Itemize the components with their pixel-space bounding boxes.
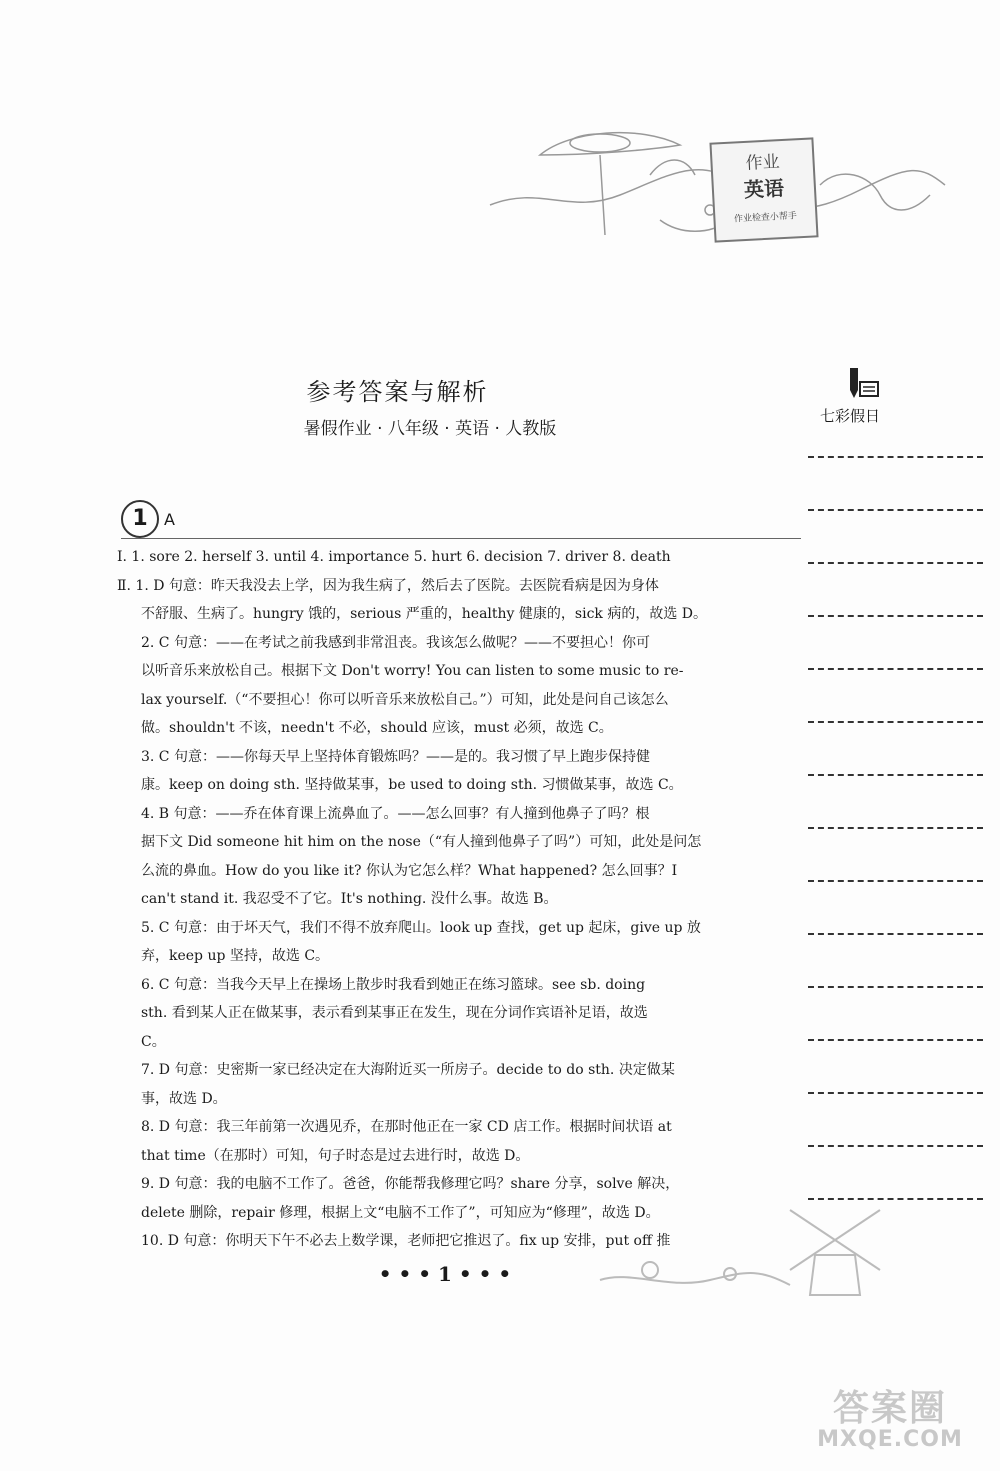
answer-line: Ⅰ. 1. sore 2. herself 3. until 4. importance 5. hurt 6. decision 7. driver 8. death (117, 549, 671, 565)
note-line (808, 1145, 983, 1147)
note-line (808, 615, 983, 617)
note-line (808, 933, 983, 935)
unit-divider (121, 538, 801, 539)
note-line (808, 509, 983, 511)
stamp-line-3: 作业检查小帮手 (733, 211, 798, 225)
answer-line: Ⅱ. 1. D 句意：昨天我没去上学，因为我生病了，然后去了医院。去医院看病是因为身体 (117, 577, 659, 594)
answer-content (117, 543, 777, 1256)
answer-line: 以听音乐来放松自己。根据下文 Don't worry! You can listen to some music to re- (141, 663, 684, 679)
note-line (808, 827, 983, 829)
answer-line: 4. B 句意：——乔在体育课上流鼻血了。——怎么回事？有人撞到他鼻子了吗？根 (141, 805, 650, 822)
stamp-line-1: 作业 (745, 152, 781, 174)
note-line (808, 456, 983, 458)
answer-line: 6. C 句意：当我今天早上在操场上散步时我看到她正在练习篮球。see sb. doing (141, 976, 646, 993)
page-subtitle: 暑假作业 · 八年级 · 英语 · 人教版 (303, 419, 557, 439)
answer-line: 事，故选 D。 (141, 1090, 227, 1107)
answer-line: can't stand it. 我忍受不了它。It's nothing. 没什么事。故选 B。 (141, 891, 558, 907)
site-watermark (790, 1380, 990, 1460)
answer-line: 5. C 句意：由于坏天气，我们不得不放弃爬山。look up 查找，get up 起床，give up 放 (141, 919, 701, 936)
note-line (808, 986, 983, 988)
answer-line: lax yourself.（“不要担心！你可以听音乐来放松自己。”）可知，此处是问自己该怎么 (141, 691, 669, 708)
answer-line: sth. 看到某人正在做某事，表示看到某事正在发生，现在分词作宾语补足语，故选 (141, 1005, 648, 1021)
homework-stamp (709, 137, 818, 242)
answer-line: 9. D 句意：我的电脑不工作了。爸爸，你能帮我修理它吗？share 分享，solve 解决， (141, 1176, 680, 1192)
note-line (808, 668, 983, 670)
note-line (808, 562, 983, 564)
answer-line: 8. D 句意：我三年前第一次遇见乔，在那时他正在一家 CD 店工作。根据时间状语 at (141, 1119, 672, 1135)
answer-line: 么流的鼻血。How do you like it? 你认为它怎么样？What happened? 怎么回事？I (141, 862, 678, 879)
watermark-top: 答案圈 (832, 1388, 947, 1429)
stamp-line-2: 英语 (743, 175, 785, 203)
answer-line: 不舒服、生病了。hungry 饿的，serious 严重的，healthy 健康的，sick 病的，故选 D。 (141, 606, 708, 622)
answer-line: 据下文 Did someone hit him on the nose（“有人撞到他鼻子了吗”）可知，此处是问怎 (141, 834, 702, 850)
answer-line: 3. C 句意：——你每天早上坚持体育锻炼吗？——是的。我习惯了早上跑步保持健 (141, 748, 650, 765)
unit-letter: A (164, 510, 175, 529)
note-line (808, 1039, 983, 1041)
note-line (808, 1092, 983, 1094)
watermark-bottom: MXQE.COM (817, 1427, 963, 1452)
answer-line: C。 (141, 1033, 166, 1050)
answer-line: 康。keep on doing sth. 坚持做某事，be used to doing sth. 习惯做某事，故选 C。 (141, 777, 683, 793)
answer-line: 2. C 句意：——在考试之前我感到非常沮丧。我该怎么做呢？——不要担心！你可 (141, 634, 650, 651)
answer-line: 10. D 句意：你明天下午不必去上数学课，老师把它推迟了。fix up 安排，put off 推 (141, 1233, 671, 1249)
page-title: 参考答案与解析 (306, 378, 489, 406)
unit-badge (117, 494, 197, 542)
page-number: • • • 1 • • • (378, 1262, 512, 1286)
answer-line: 做。shouldn't 不该，needn't 不必，should 应该，must 必须，故选 C。 (141, 720, 613, 736)
note-line (808, 774, 983, 776)
answer-line: 弃，keep up 坚持，故选 C。 (141, 948, 330, 964)
sidebar-brand: 七彩假日 (820, 407, 881, 425)
pen-icon (846, 366, 882, 404)
note-line (808, 880, 983, 882)
answer-line: that time（在那时）可知，句子时态是过去进行时，故选 D。 (141, 1147, 530, 1164)
note-line (808, 721, 983, 723)
answer-line: delete 删除，repair 修理，根据上文“电脑不工作了”，可知应为“修理”，故选 D。 (141, 1204, 660, 1221)
unit-number: 1 (121, 500, 159, 538)
answer-line: 7. D 句意：史密斯一家已经决定在大海附近买一所房子。decide to do sth. 决定做某 (141, 1062, 675, 1078)
